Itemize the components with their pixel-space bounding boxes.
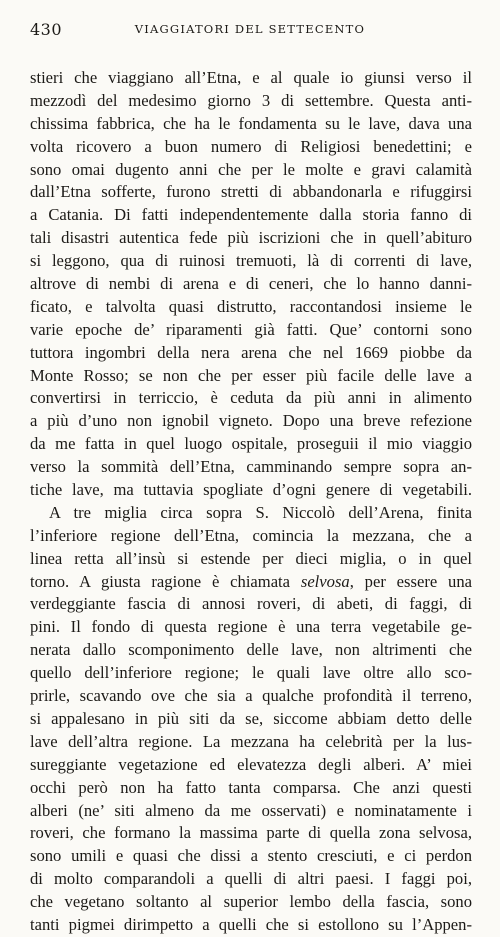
text-line: convertirsi in terriccio, è ceduta da più anni in alimento <box>30 388 472 408</box>
text-line: mezzodì del medesimo giorno 3 di settembre. Questa anti- <box>30 90 472 110</box>
text-line: occhi però non ha fatto tanta comparsa. Che anzi questi <box>30 777 472 797</box>
text-line: si leggono, qua di ruinosi tremuoti, là di correnti di lave, <box>30 251 472 271</box>
text-line: volta ricovero a buon numero di Religiosi benedettini; e <box>30 136 472 156</box>
text-line: varie epoche de’ riparamenti già fatti. Que’ contorni sono <box>30 319 472 339</box>
text-line: tiche lave, ma tuttavia spogliate d’ogni genere di vegetabili. <box>30 480 472 500</box>
italic-word: selvosa <box>300 571 350 591</box>
text-line: alberi (ne’ siti almeno da me osservati) e nominatamente i <box>30 800 472 820</box>
running-title: VIAGGIATORI DEL SETTECENTO <box>134 22 366 36</box>
text-line: quello dell’inferiore regione; le quali lave oltre allo sco- <box>30 663 472 683</box>
text-line: roveri, che formano la massima parte di quella zona selvosa, <box>30 823 472 843</box>
text-line: tanti pigmei dirimpetto a quelli che si estollono su l’Appen- <box>30 914 472 934</box>
text-line: verso la sommità dell’Etna, camminando sempre sopra an- <box>30 457 472 477</box>
text-line: tali disastri autentica fede più iscrizioni che in quell’abituro <box>30 228 472 248</box>
text-line: nerata dallo scomponimento delle lave, non altrimenti che <box>30 640 472 660</box>
text-line: tuttora ingombri della nera arena che nel 1669 piobbe da <box>30 342 472 362</box>
text-line: verdeggiante fascia di annosi roveri, di abeti, di faggi, di <box>30 594 472 614</box>
text-line: altrove di nembi di arena e di ceneri, che lo hanno danni- <box>30 274 472 294</box>
page-number: 430 <box>30 20 63 39</box>
text-line: a più d’uno non ignobil vigneto. Dopo una breve refezione <box>30 411 472 431</box>
text-line: ficato, e talvolta quasi distrutto, raccontandosi insieme le <box>30 296 472 316</box>
text-line: chissima fabbrica, che ha le fondamenta su le lave, dava una <box>30 113 472 133</box>
text-line: dall’Etna sofferte, furono stretti di abbandonarla e rifuggirsi <box>30 182 472 202</box>
text-line: sono umili e quasi che dissi a stento cresciuti, e ci perdon <box>30 846 472 866</box>
text-line: di molto comparandoli a quelli di altri paesi. I faggi poi, <box>30 869 472 889</box>
text-line: lave dell’altra regione. La mezzana ha celebrità per la lus- <box>30 731 472 751</box>
text-line: l’inferiore regione dell’Etna, comincia la mezzana, che a <box>30 525 472 545</box>
body-text <box>30 67 472 937</box>
text-line: a Catania. Di fatti independentemente dalla storia fanno di <box>30 205 472 225</box>
text-line: pini. Il fondo di questa regione è una terra vegetabile ge- <box>30 617 472 637</box>
text-line: che vegetano soltanto al superior lembo della fascia, sono <box>30 892 472 912</box>
text-line: sono omai dugento anni che per le molte e gravi calamità <box>30 159 472 179</box>
text-line: torno. A giusta ragione è chiamata selvosa, per essere una <box>30 571 472 591</box>
text-line: A tre miglia circa sopra S. Niccolò dell’Arena, finita <box>49 502 472 522</box>
text-line: Monte Rosso; se non che per esser più facile delle lave a <box>30 365 472 385</box>
text-line: linea retta all’insù si estende per dieci miglia, o in quel <box>30 548 472 568</box>
page-header <box>30 20 470 42</box>
text-line: prirle, scavando ove che sia a qualche profondità il terreno, <box>30 686 472 706</box>
text-line: si appalesano in più siti da se, siccome abbiam detto delle <box>30 708 472 728</box>
text-line: stieri che viaggiano all’Etna, e al quale io giunsi verso il <box>30 68 472 87</box>
text-line: da me fatta in quel luogo ospitale, proseguii il mio viaggio <box>30 434 472 454</box>
text-line: sureggiante vegetazione ed elevatezza degli alberi. A’ miei <box>30 754 472 774</box>
